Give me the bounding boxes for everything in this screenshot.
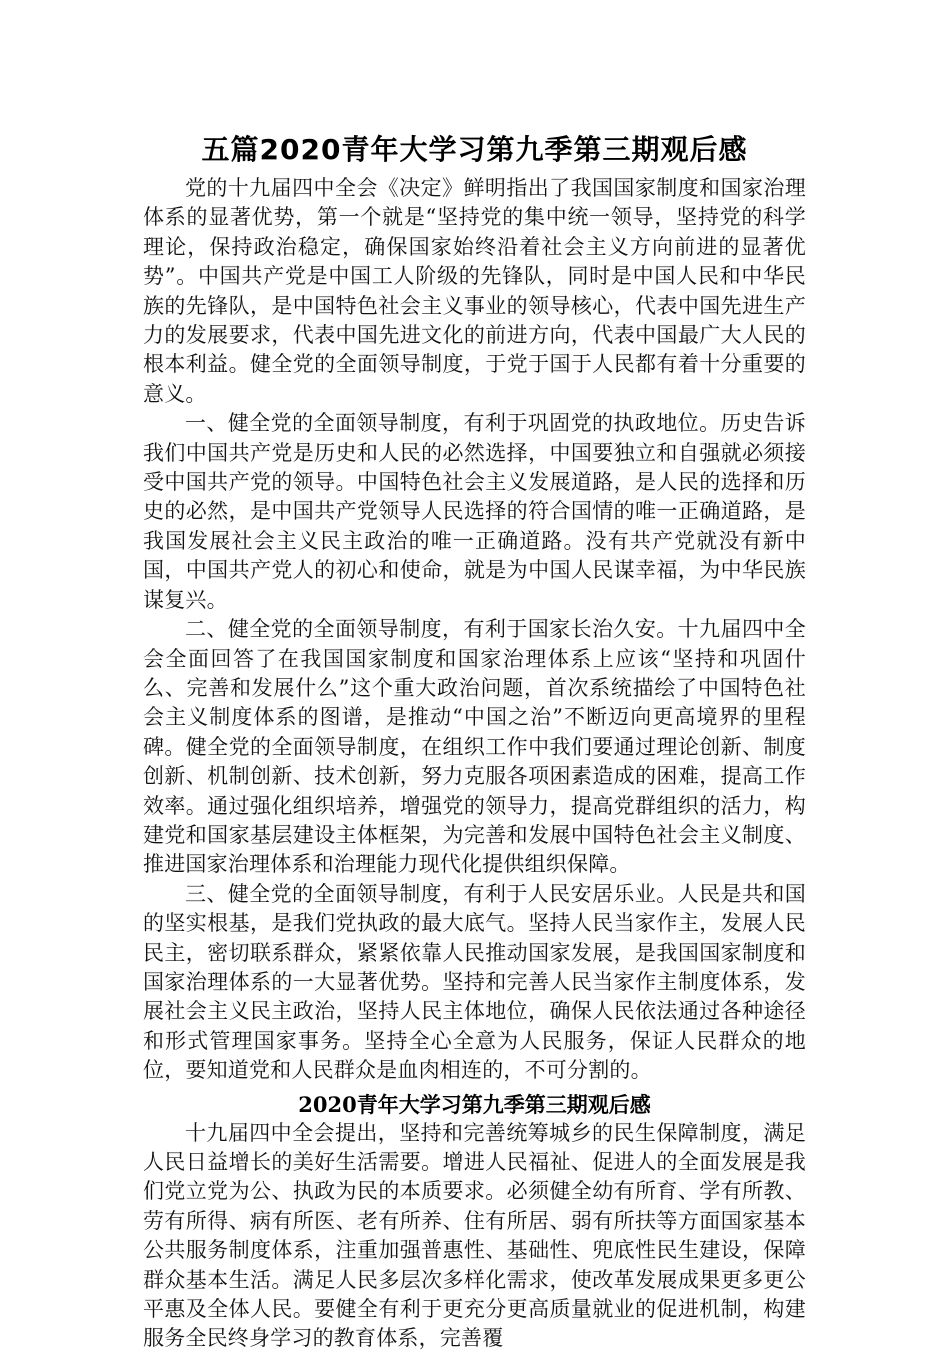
document-body [143, 128, 806, 1354]
document-title: 五篇2020青年大学习第九季第三期观后感 [201, 133, 748, 166]
section-two-paragraph: 十九届四中全会提出，坚持和完善统筹城乡的民生保障制度，满足人民日益增长的美好生活需要。增进人民福祉、促进人的全面发展是我们党立党为公、执政为民的本质要求。必须健全幼有所育、学有所教、劳有所得、病有所医、老有所养、住有所居、弱有所扶等方面国家基本公共服务制度体系，注重加强普惠性、基础性、兜底性民生建设，保障群众基本生活。满足人民多层次多样化需求，使改革发展成果更多更公平惠及全体人民。要健全有利于更充分更高质量就业的促进机制，构建服务全民终身学习的教育体系，完善覆 [143, 1120, 806, 1351]
paragraph-point-two: 二、健全党的全面领导制度，有利于国家长治久安。十九届四中全会全面回答了在我国国家制度和国家治理体系上应该“坚持和巩固什么、完善和发展什么”这个重大政治问题，首次系统描绘了中国特色社会主义制度体系的图谱，是推动“中国之治”不断迈向更高境界的里程碑。健全党的全面领导制度，在组织工作中我们要通过理论创新、制度创新、机制创新、技术创新，努力克服各项困素造成的困难，提高工作效率。通过强化组织培养，增强党的领导力，提高党群组织的活力，构建党和国家基层建设主体框架，为完善和发展中国特色社会主义制度、推进国家治理体系和治理能力现代化提供组织保障。 [143, 617, 806, 877]
paragraph-point-one: 一、健全党的全面领导制度，有利于巩固党的执政地位。历史告诉我们中国共产党是历史和人民的必然选择，中国要独立和自强就必须接受中国共产党的领导。中国特色社会主义发展道路，是人民的选择和历史的必然，是中国共产党领导人民选择的符合国情的唯一正确道路，是我国发展社会主义民主政治的唯一正确道路。没有共产党就没有新中国，中国共产党人的初心和使命，就是为中国人民谋幸福，为中华民族谋复兴。 [143, 411, 806, 612]
paragraph-intro: 党的十九届四中全会《决定》鲜明指出了我国国家制度和国家治理体系的显著优势，第一个就是“坚持党的集中统一领导，坚持党的科学理论，保持政治稳定，确保国家始终沿着社会主义方向前进的显著优势”。中国共产党是中国工人阶级的先锋队，同时是中国人民和中华民族的先锋队，是中国特色社会主义事业的领导核心，代表中国先进生产力的发展要求，代表中国先进文化的前进方向，代表中国最广大人民的根本利益。健全党的全面领导制度，于党于国于人民都有着十分重要的意义。 [143, 176, 806, 406]
paragraph-point-three: 三、健全党的全面领导制度，有利于人民安居乐业。人民是共和国的坚实根基，是我们党执政的最大底气。坚持人民当家作主，发展人民民主，密切联系群众，紧紧依靠人民推动国家发展，是我国国家制度和国家治理体系的一大显著优势。坚持和完善人民当家作主制度体系，发展社会主义民主政治，坚持人民主体地位，确保人民依法通过各种途径和形式管理国家事务。坚持全心全意为人民服务，保证人民群众的地位，要知道党和人民群众是血肉相连的，不可分割的。 [143, 881, 806, 1083]
section-two-title: 2020青年大学习第九季第三期观后感 [298, 1091, 651, 1117]
